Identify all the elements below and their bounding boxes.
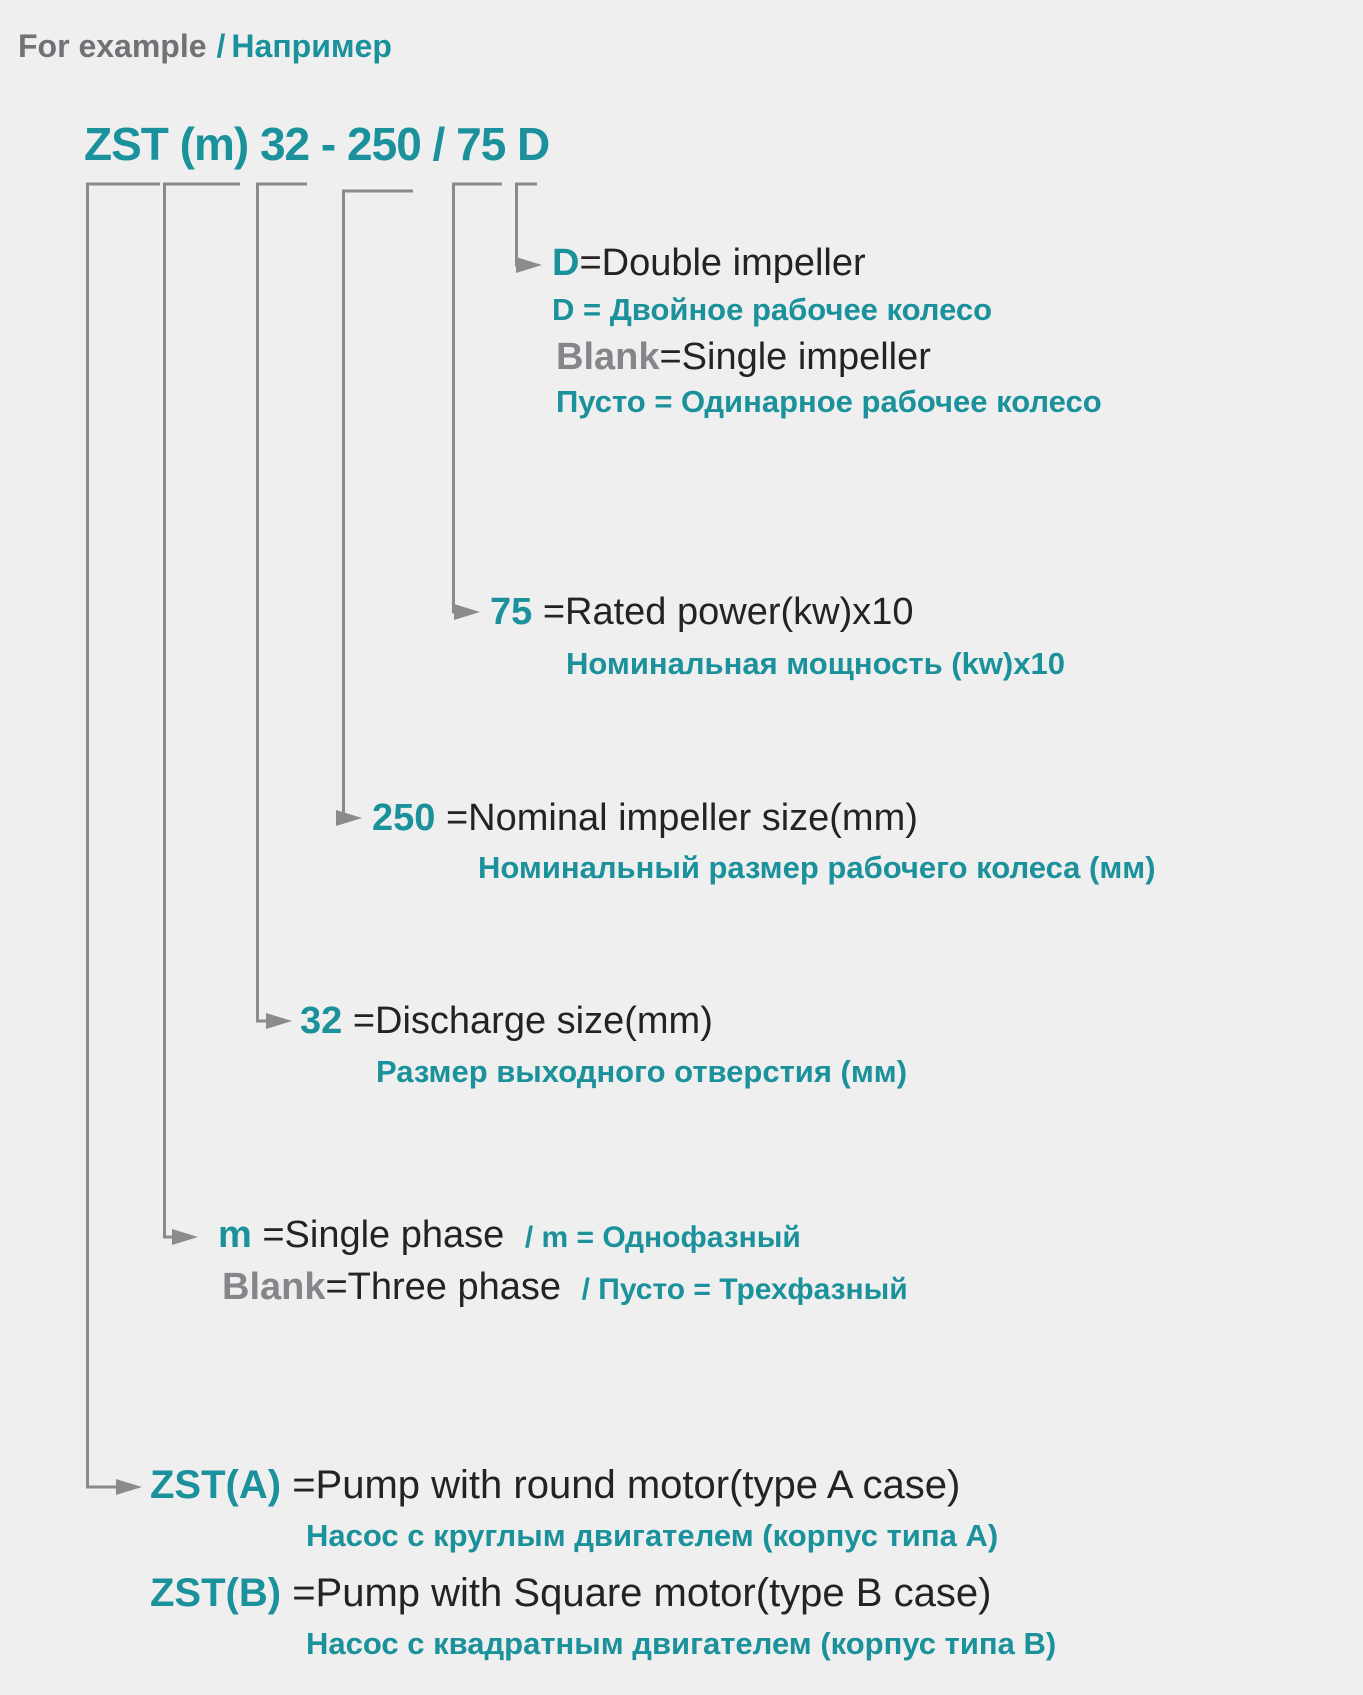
pump-type-b-code: ZST(B) <box>150 1571 282 1615</box>
impeller-size-definition <box>372 799 918 839</box>
connector-pump-type <box>88 184 161 1495</box>
impeller-size-definition-ru: Номинальный размер рабочего колеса (мм) <box>478 850 1156 885</box>
arrowhead-icon <box>116 1479 142 1495</box>
pump-type-a-code: ZST(A) <box>150 1463 282 1507</box>
phase-code-blank: Blank <box>222 1266 326 1308</box>
phase-three-text: =Three phase <box>325 1266 572 1308</box>
impeller-code-d: D <box>552 242 580 284</box>
impeller-size-code: 250 <box>372 797 436 839</box>
impeller-size-text: =Nominal impeller size(mm) <box>435 797 918 839</box>
phase-single-definition <box>218 1216 801 1256</box>
impeller-single-definition <box>556 338 931 378</box>
arrowhead-icon <box>336 810 362 826</box>
pump-type-a-definition <box>150 1464 960 1506</box>
impeller-single-text: =Single impeller <box>659 336 931 378</box>
connector-impeller-size <box>336 191 413 826</box>
arrowhead-icon <box>172 1229 198 1245</box>
discharge-size-definition <box>300 1002 713 1042</box>
phase-three-text-ru: / Пусто = Трехфазный <box>581 1273 908 1306</box>
model-code: ZST (m) 32 - 250 / 75 D <box>84 118 550 170</box>
connector-discharge-size <box>258 184 308 1029</box>
title-ru: Например <box>231 28 392 64</box>
arrowhead-icon <box>516 257 542 273</box>
pump-type-b-definition <box>150 1572 991 1614</box>
discharge-size-text: =Discharge size(mm) <box>342 1000 713 1042</box>
discharge-size-code: 32 <box>300 1000 343 1042</box>
pump-type-b-definition-ru: Насос с квадратным двигателем (корпус типа B) <box>306 1626 1057 1661</box>
rated-power-definition-ru: Номинальная мощность (kw)x10 <box>566 646 1065 681</box>
connector-rated-power <box>454 184 503 620</box>
arrowhead-icon <box>454 604 480 620</box>
phase-code-m: m <box>218 1214 252 1256</box>
phase-single-text-ru: / m = Однофазный <box>524 1221 801 1254</box>
phase-three-definition <box>222 1268 908 1308</box>
phase-single-text: =Single phase <box>251 1214 515 1256</box>
impeller-single-definition-ru: Пусто = Одинарное рабочее колесо <box>556 384 1102 419</box>
impeller-double-definition <box>552 244 866 284</box>
rated-power-definition <box>490 593 914 633</box>
impeller-double-text: =Double impeller <box>579 242 866 284</box>
pump-type-b-text: =Pump with Square motor(type B case) <box>281 1571 992 1615</box>
connector-impeller <box>516 184 542 273</box>
discharge-size-definition-ru: Размер выходного отверстия (мм) <box>376 1054 908 1089</box>
rated-power-text: =Rated power(kw)x10 <box>532 591 914 633</box>
arrowhead-icon <box>266 1013 292 1029</box>
impeller-double-definition-ru: D = Двойное рабочее колесо <box>552 292 993 327</box>
impeller-code-blank: Blank <box>556 336 660 378</box>
title-en: For example <box>18 28 207 64</box>
pump-type-a-text: =Pump with round motor(type A case) <box>281 1463 961 1507</box>
title-separator: / <box>216 28 226 64</box>
rated-power-code: 75 <box>490 591 533 633</box>
pump-type-a-definition-ru: Насос с круглым двигателем (корпус типа A) <box>306 1518 999 1553</box>
connector-phase <box>165 184 241 1245</box>
